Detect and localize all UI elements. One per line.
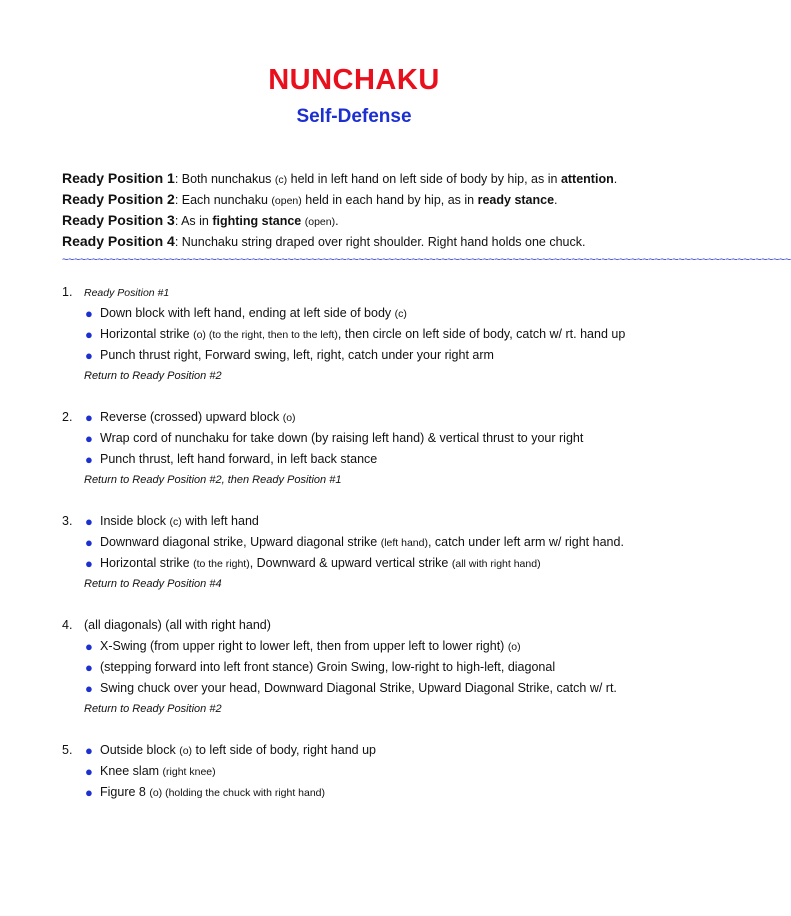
bullet-text: , Downward & upward vertical strike bbox=[249, 556, 452, 570]
bullet-item bbox=[62, 636, 682, 657]
ready-position-note: (open) bbox=[304, 216, 336, 228]
bullet-item bbox=[62, 761, 682, 782]
bullet-dot-icon: ● bbox=[85, 452, 93, 467]
steps-list bbox=[62, 282, 682, 823]
bullet-note: (o) (holding the chuck with right hand) bbox=[149, 787, 326, 799]
step-bullets bbox=[62, 511, 682, 574]
bullet-item bbox=[62, 303, 682, 324]
bullet-item bbox=[62, 678, 682, 699]
step-bullets bbox=[62, 740, 682, 803]
step-bullets bbox=[62, 303, 682, 366]
bullet-text: Wrap cord of nunchaku for take down (by raising left hand) & vertical thrust to your right bbox=[100, 431, 584, 445]
page-subtitle: Self-Defense bbox=[296, 106, 412, 127]
bullet-note: (c) bbox=[169, 516, 182, 528]
step-1 bbox=[62, 282, 682, 387]
bullet-dot-icon: ● bbox=[85, 743, 93, 758]
bullet-text: Punch thrust right, Forward swing, left, right, catch under your right arm bbox=[100, 348, 494, 362]
step-header bbox=[84, 615, 682, 636]
return-instruction: Return to Ready Position #2 bbox=[84, 370, 222, 382]
ready-position-4 bbox=[62, 231, 682, 252]
bullet-dot-icon: ● bbox=[85, 327, 93, 342]
bullet-note: (o) bbox=[179, 745, 193, 757]
ready-position-emphasis: ready stance bbox=[477, 193, 555, 207]
bullet-item bbox=[62, 428, 682, 449]
return-instruction: Return to Ready Position #2 bbox=[84, 703, 222, 715]
ready-position-1 bbox=[62, 168, 682, 189]
bullet-note: (o) (to the right, then to the left) bbox=[193, 329, 338, 341]
bullet-text: Down block with left hand, ending at left side of body bbox=[100, 306, 395, 320]
bullet-item bbox=[62, 532, 682, 553]
bullet-text: , catch under left arm w/ right hand. bbox=[427, 535, 624, 549]
bullet-text: Swing chuck over your head, Downward Diagonal Strike, Upward Diagonal Strike, catch w/ rt. bbox=[100, 681, 617, 695]
ready-position-label: Ready Position 4 bbox=[62, 233, 175, 249]
ready-position-label: Ready Position 2 bbox=[62, 191, 175, 207]
tilde-divider: ~~~~~~~~~~~~~~~~~~~~~~~~~~~~~~~~~~~~~~~~~~~~~~~~~~~~~~~~~~~~~~~~~~~~~~~~~~~~~~~~~~~~~~~~~~~~~~~~~~~~~~~~~~~~~~~~~~~~~~~~~~~ bbox=[62, 254, 791, 266]
step-number: 5. bbox=[62, 743, 73, 757]
bullet-text: Reverse (crossed) upward block bbox=[100, 410, 283, 424]
bullet-text: (stepping forward into left front stance) Groin Swing, low-right to high-left, diagonal bbox=[100, 660, 556, 674]
ready-position-label: Ready Position 1 bbox=[62, 170, 175, 186]
ready-position-text: : As in bbox=[174, 214, 213, 228]
bullet-dot-icon: ● bbox=[85, 431, 93, 446]
bullet-text: Horizontal strike bbox=[100, 556, 194, 570]
step-number: 2. bbox=[62, 410, 73, 424]
bullet-item bbox=[62, 407, 682, 428]
bullet-dot-icon: ● bbox=[85, 660, 93, 675]
step-5 bbox=[62, 740, 682, 803]
bullet-item bbox=[62, 657, 682, 678]
step-2 bbox=[62, 407, 682, 491]
bullet-text: Punch thrust, left hand forward, in left back stance bbox=[100, 452, 378, 466]
ready-position-2 bbox=[62, 189, 682, 210]
bullet-item bbox=[62, 782, 682, 803]
ready-position-3 bbox=[62, 210, 682, 231]
bullet-text: , then circle on left side of body, catch w/ rt. hand up bbox=[337, 327, 626, 341]
page-title: NUNCHAKU bbox=[268, 64, 440, 96]
step-header-text: Ready Position #1 bbox=[84, 287, 170, 299]
ready-position-label: Ready Position 3 bbox=[62, 212, 175, 228]
step-3 bbox=[62, 511, 682, 595]
bullet-text: with left hand bbox=[181, 514, 259, 528]
bullet-note: (o) bbox=[282, 412, 296, 424]
bullet-dot-icon: ● bbox=[85, 514, 93, 529]
ready-position-text: : Each nunchaku bbox=[174, 193, 272, 207]
bullet-note: (c) bbox=[394, 308, 407, 320]
ready-position-text: . bbox=[335, 214, 339, 228]
ready-position-text: . bbox=[613, 172, 618, 186]
ready-position-text: held in left hand on left side of body by hip, as in bbox=[287, 172, 561, 186]
ready-position-text: : Both nunchakus bbox=[174, 172, 275, 186]
bullet-dot-icon: ● bbox=[85, 410, 93, 425]
step-number: 1. bbox=[62, 285, 73, 299]
step-bullets bbox=[62, 407, 682, 470]
bullet-note: (right knee) bbox=[162, 766, 216, 778]
bullet-item bbox=[62, 511, 682, 532]
bullet-text: Horizontal strike bbox=[100, 327, 194, 341]
bullet-text: X-Swing (from upper right to lower left, then from upper left to lower right) bbox=[100, 639, 508, 653]
ready-position-note: (open) bbox=[271, 195, 302, 207]
ready-position-text: held in each hand by hip, as in bbox=[301, 193, 478, 207]
bullet-dot-icon: ● bbox=[85, 306, 93, 321]
step-number: 4. bbox=[62, 618, 73, 632]
bullet-dot-icon: ● bbox=[85, 764, 93, 779]
bullet-text: Outside block bbox=[100, 743, 180, 757]
bullet-item bbox=[62, 553, 682, 574]
bullet-text: Inside block bbox=[100, 514, 170, 528]
bullet-note: (to the right) bbox=[193, 558, 250, 570]
ready-position-text: . bbox=[554, 193, 558, 207]
ready-positions-list bbox=[62, 168, 682, 252]
step-header bbox=[84, 282, 682, 303]
step-number: 3. bbox=[62, 514, 73, 528]
bullet-dot-icon: ● bbox=[85, 556, 93, 571]
bullet-item bbox=[62, 449, 682, 470]
bullet-dot-icon: ● bbox=[85, 681, 93, 696]
bullet-item bbox=[62, 345, 682, 366]
return-instruction: Return to Ready Position #2, then Ready Position #1 bbox=[84, 474, 342, 486]
ready-position-text: : Nunchaku string draped over right shoulder. Right hand holds one chuck. bbox=[174, 235, 586, 249]
step-4 bbox=[62, 615, 682, 720]
bullet-dot-icon: ● bbox=[85, 639, 93, 654]
bullet-dot-icon: ● bbox=[85, 348, 93, 363]
bullet-text: to left side of body, right hand up bbox=[192, 743, 376, 757]
ready-position-emphasis: fighting stance bbox=[212, 214, 302, 228]
bullet-dot-icon: ● bbox=[85, 535, 93, 550]
bullet-item bbox=[62, 324, 682, 345]
bullet-dot-icon: ● bbox=[85, 785, 93, 800]
step-bullets bbox=[62, 636, 682, 699]
ready-position-note: (c) bbox=[274, 174, 288, 186]
bullet-text: Figure 8 bbox=[100, 785, 150, 799]
bullet-note: (o) bbox=[507, 641, 521, 653]
bullet-text: Knee slam bbox=[100, 764, 163, 778]
ready-position-emphasis: attention bbox=[560, 172, 614, 186]
bullet-note: (all with right hand) bbox=[451, 558, 541, 570]
return-instruction: Return to Ready Position #4 bbox=[84, 578, 222, 590]
bullet-note: (left hand) bbox=[380, 537, 428, 549]
bullet-text: Downward diagonal strike, Upward diagonal strike bbox=[100, 535, 381, 549]
step-header-text: (all diagonals) (all with right hand) bbox=[84, 618, 271, 632]
bullet-item bbox=[62, 740, 682, 761]
